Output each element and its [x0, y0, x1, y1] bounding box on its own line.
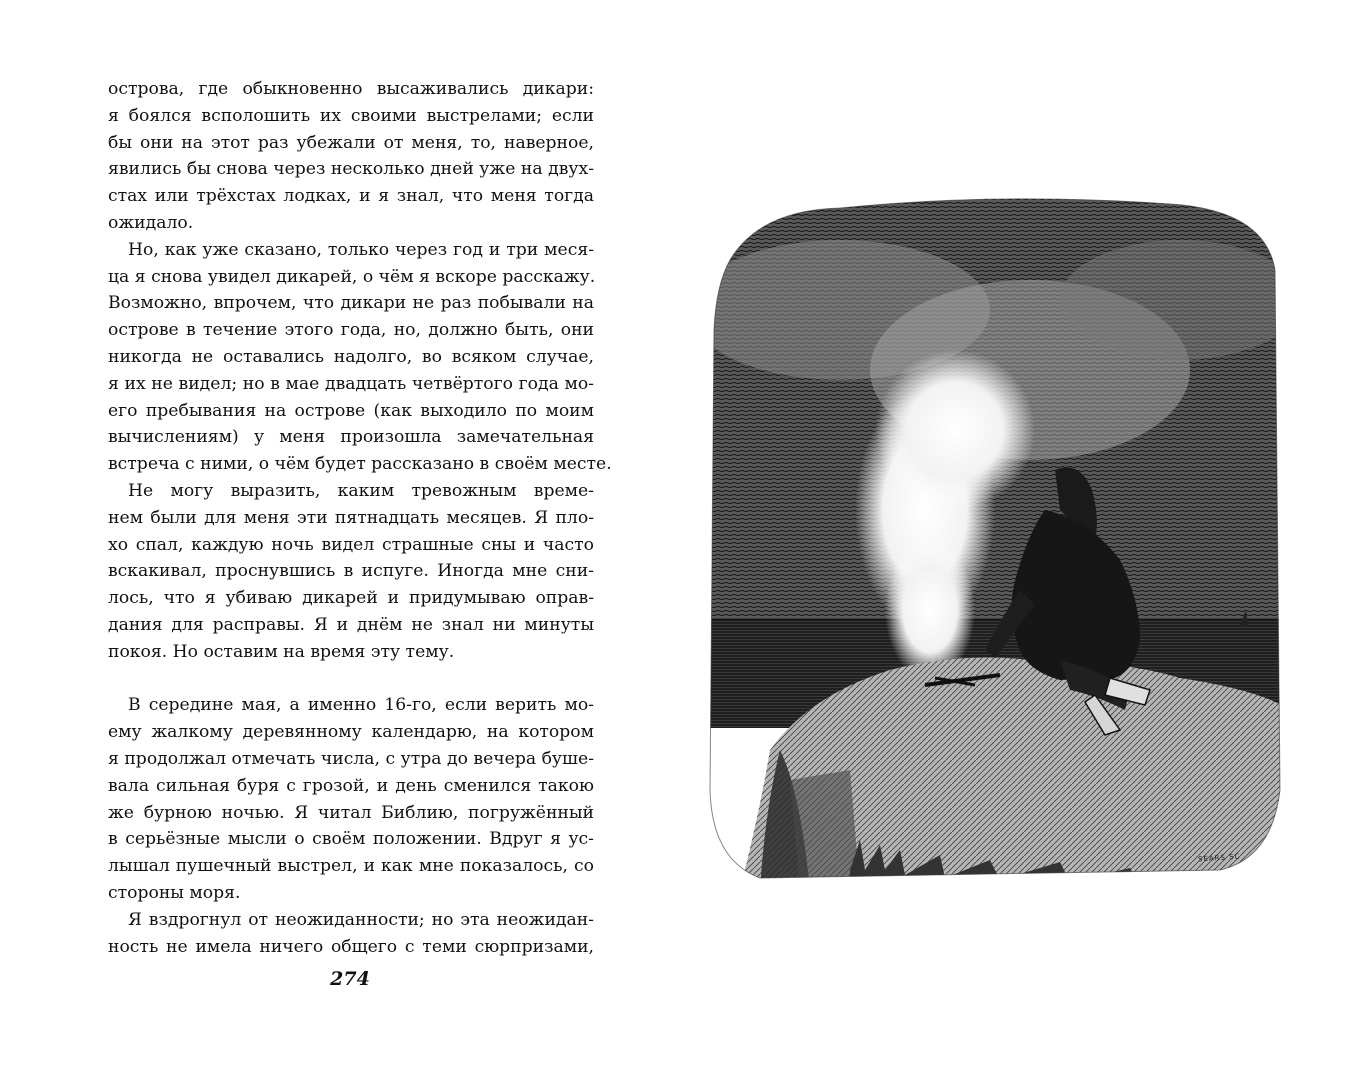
text-line: вскакивал, проснувшись в испуге. Иногда мне сни- — [108, 561, 594, 582]
text-line: я продолжал отмечать числа, с утра до вечера буше- — [108, 748, 594, 769]
text-line: В середине мая, а именно 16-го, если верить мо- — [128, 695, 594, 716]
text-line: покоя. Но оставим на время эту тему. — [108, 641, 455, 662]
text-line: вала сильная буря с грозой, и день сменился такою — [108, 775, 594, 796]
text-line: ожидало. — [108, 212, 194, 233]
text-line: Я вздрогнул от неожиданности; но эта неожидан- — [128, 909, 594, 930]
text-line: встреча с ними, о чём будет рассказано в своём месте. — [108, 454, 612, 475]
text-line: стороны моря. — [108, 882, 241, 903]
engraver-signature: SEARS SC — [1197, 852, 1241, 864]
text-line: его пребывания на острове (как выходило по моим — [108, 400, 594, 421]
engraving-illustration — [700, 190, 1290, 890]
page-number: 274 — [330, 968, 370, 990]
text-line: Но, как уже сказано, только через год и три меся- — [128, 239, 594, 260]
text-line: в серьёзные мысли о своём положении. Вдруг я ус- — [108, 829, 594, 850]
text-line: Не могу выразить, каким тревожным време- — [128, 480, 594, 501]
cloud — [1060, 240, 1290, 360]
text-line: Возможно, впрочем, что дикари не раз побывали на — [108, 293, 594, 314]
text-line: никогда не оставались надолго, во всяком случае, — [108, 346, 594, 367]
section-break — [108, 666, 594, 693]
text-line: нем были для меня эти пятнадцать месяцев. Я пло- — [108, 507, 594, 528]
text-line: явились бы снова через несколько дней уже на двух- — [108, 159, 594, 180]
text-line: лось, что я убиваю дикарей и придумываю оправ- — [108, 588, 594, 609]
text-line: дания для расправы. Я и днём не знал ни минуты — [108, 614, 594, 635]
text-line: ность не имела ничего общего с теми сюрпризами, — [108, 936, 594, 957]
text-line: хо спал, каждую ночь видел страшные сны и часто — [108, 534, 594, 555]
text-line: вычислениям) у меня произошла замечательная — [108, 427, 594, 448]
text-line: острова, где обыкновенно высаживались дикари: — [108, 79, 594, 99]
text-line: стах или трёхстах лодках, и я знал, что меня тогда — [108, 186, 594, 207]
text-line: ему жалкому деревянному календарю, на котором — [108, 722, 594, 743]
text-line: я их не видел; но в мае двадцать четвёртого года мо- — [108, 373, 594, 394]
engraving-svg — [700, 190, 1290, 890]
page-text-column — [108, 76, 612, 960]
engraving-scene — [700, 190, 1290, 890]
smoke — [875, 350, 1035, 510]
text-line: я боялся всполошить их своими выстрелами; если — [108, 105, 594, 126]
text-line: ца я снова увидел дикарей, о чём я вскоре расскажу. — [108, 266, 596, 287]
text-line: острове в течение этого года, но, должно быть, они — [108, 320, 594, 341]
text-line: же бурною ночью. Я читал Библию, погружённый — [108, 802, 594, 823]
text-line: лышал пушечный выстрел, и как мне показалось, со — [108, 856, 594, 877]
text-line: бы они на этот раз убежали от меня, то, наверное, — [108, 132, 594, 153]
